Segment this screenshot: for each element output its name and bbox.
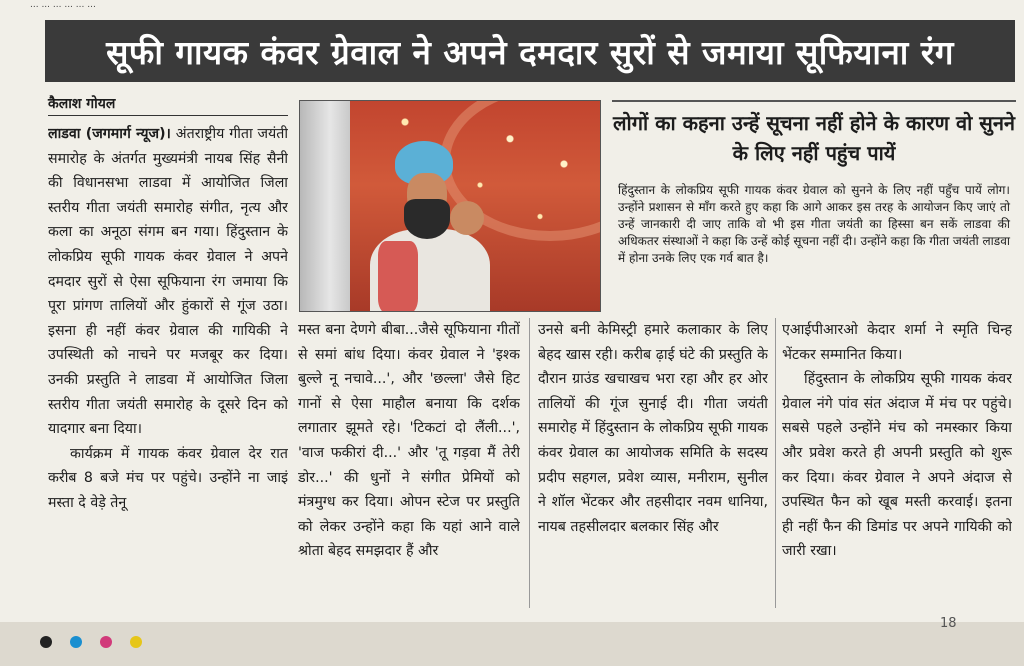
headline-band [45, 20, 1015, 82]
article-paragraph: एआईपीआरओ केदार शर्मा ने स्मृति चिन्ह भेंटकर सम्मानित किया। [782, 322, 1012, 363]
singer-vest [378, 241, 418, 312]
sidebar-title: लोगों का कहना उन्हें सूचना नहीं होने के कारण वो सुनने के लिए नहीं पहुंच पायें [612, 111, 1016, 165]
singer-hands [450, 201, 484, 235]
sidebar-text: हिंदुस्तान के लोकप्रिय सूफी गायक कंवर ग्रेवाल को सुनने के लिए नहीं पहुँच पायें लोग। उन्होंने प्रशासन से माँग करते हुए कहा कि आगे आकर इस तरह के आयोजन किए जाएं तो उन्हें जानकारी दी जाए ताकि वो भी इस गीता जयंती का हिस्सा बन सकें लाडवा की अधिकतर संस्थाओं ने कहा कि उन्हें कोई सूचना नहीं दी। उन्होंने कहा कि गीता जयंती लाडवा में होना उनके लिए एक गर्व बात है। [618, 183, 1010, 265]
article-column-1 [48, 122, 288, 610]
stage-curtain [300, 101, 350, 312]
footer-strip [0, 622, 1024, 666]
article-text: अंतराष्ट्रीय गीता जयंती समारोह के अंतर्गत मुख्यमंत्री नायब सिंह सैनी की विधानसभा लाडवा में आयोजित जिला स्तरीय गीता जयंती समारोह संगीत, नृत्य और कला का अनूठा संगम बन गया। हिंदुस्तान के लोकप्रिय सूफी गायक कंवर ग्रेवाल ने अपने दमदार सुरों से ऐसा सूफियाना रंग जमाया कि पूरा प्रांगण तालियों और हुंकारों से गूंज उठा। इसना ही नहीं कंवर ग्रेवाल की गायिकी ने उपस्थिती को नाचने पर मजबूर कर दिया। उनकी प्रस्तुति ने लाडवा में आयोजित जिला स्तरीय गीता जयंती समारोह के दूसरे दिन को यादगार बना दिया। [48, 126, 288, 438]
article-paragraph: मस्त बना देणगे बीबा...जैसे सूफियाना गीतों से समां बांध दिया। कंवर ग्रेवाल ने 'इश्क बुल्ले नू नचावे...', और 'छल्ला' जैसे हिट गानों से ऐसा माहौल बनाया कि दर्शक लगातार झूमते रहे। 'टिकटां दो लैंली...', 'वाज फकीरां दी...' और 'तू गड़वा मैं तेरी डोर...' की धुनों ने संगीत प्रेमियों को मंत्रमुग्ध कर दिया। ओपन स्टेज पर प्रस्तुति को लेकर उन्होंने कहा कि यहां आने वाले श्रोता बेहद समझदार हैं और [298, 322, 520, 560]
article-column-3 [538, 318, 768, 610]
registration-dot [70, 636, 82, 648]
column-rule [529, 318, 530, 608]
article-paragraph: कार्यक्रम में गायक कंवर ग्रेवाल देर रात करीब 8 बजे मंच पर पहुंचे। उन्होंने ना जाइं मस्ता दे वेड़े तेनू [48, 445, 288, 511]
article-column-4 [782, 318, 1012, 610]
article-paragraph [48, 122, 288, 442]
singer-photo [299, 100, 601, 312]
page-number: 18 [940, 616, 957, 631]
article-paragraph: उनसे बनी केमिस्ट्री हमारे कलाकार के लिए बेहद खास रही। करीब ढ़ाई घंटे की प्रस्तुति के दौरान ग्राउंड खचाखच भरा रहा और हर ओर तालियों की गूंज सुनाई दी। गीता जयंती समारोह में हिंदुस्तान के लोकप्रिय सूफी गायक कंवर ग्रेवाल का आयोजक समिति के सदस्य प्रदीप सहगल, प्रवेश व्यास, मनीराम, सुनील ने शॉल भेंटकर और तहसीदार नवम धानिया, नायब तहसीलदार बलकार सिंह और [538, 322, 768, 535]
registration-dot [40, 636, 52, 648]
sidebar-box [612, 100, 1016, 310]
registration-dot [100, 636, 112, 648]
registration-dot [130, 636, 142, 648]
article-column-2 [298, 318, 520, 610]
top-strip-text: ... ... ... ... ... ... [30, 0, 96, 10]
column-rule [775, 318, 776, 608]
article-paragraph: हिंदुस्तान के लोकप्रिय सूफी गायक कंवर ग्रेवाल नंगे पांव संत अंदाज में मंच पर पहुंचे। सबसे पहले उन्होंने मंच को नमस्कार किया और प्रवेश करते ही अपनी प्रस्तुति को शुरू कर दिया। कंवर ग्रेवाल ने अपने अंदाज से उपस्थित फैन को खूब मस्ती करवाई। इतना ही नहीं फैन की डिमांड पर अपने गायिकी को जारी रखा। [782, 371, 1012, 560]
dateline: लाडवा (जगमार्ग न्यूज)। [48, 126, 171, 142]
headline: सूफी गायक कंवर ग्रेवाल ने अपने दमदार सुरों से जमाया सूफियाना रंग [106, 32, 954, 72]
byline: कैलाश गोयल [48, 92, 288, 116]
singer-beard [404, 199, 450, 239]
